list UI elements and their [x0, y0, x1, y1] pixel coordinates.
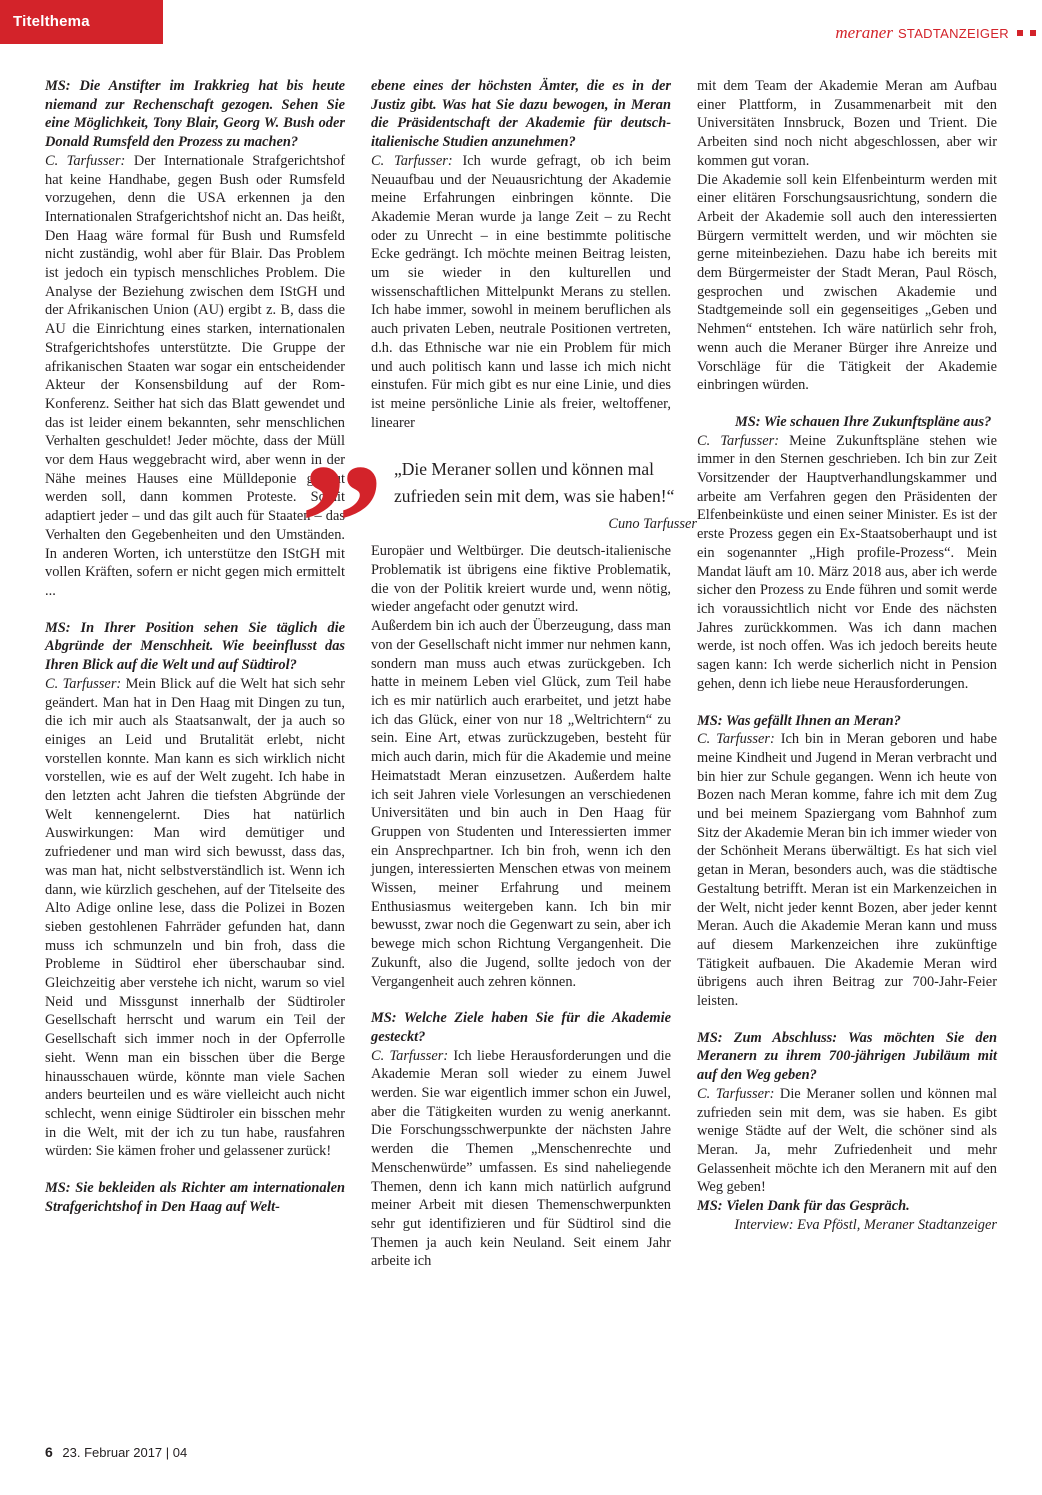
- speaker-label: C. Tarfusser:: [371, 152, 453, 169]
- issue-date: 23. Februar 2017 | 04: [62, 1445, 188, 1460]
- interview-question: MS: Was gefällt Ihnen an Meran?: [697, 712, 901, 729]
- speaker-label: C. Tarfusser:: [697, 432, 779, 449]
- brand-square-icon: [1017, 30, 1023, 36]
- brand-meraner: meraner: [835, 23, 893, 42]
- closing-line: MS: Vielen Dank für das Gespräch.: [697, 1198, 910, 1215]
- article-column-3: [697, 77, 997, 1382]
- interview-answer: [697, 432, 997, 694]
- interview-question: MS: Sie bekleiden als Richter am internationalen Strafgerichtshof in Den Haag auf Welt-: [45, 1180, 345, 1215]
- answer-text: Ich wurde gefragt, ob ich beim Neuaufbau und der Neuausrichtung der Akademie meine Erfahrungen einbringen könnte. Die Akademie Meran wurde ja lange Zeit – zu Recht oder zu Unrecht – in eine bestimmte politische Ecke gedrängt. Ich möchte meinen Beitrag leisten, um sie wieder in den kulturellen und wissenschaftlichen Mittelpunkt Merans zu stellen. Ich habe immer, sowohl in meinem beruflichen als auch privaten Leben, neutrale Positionen vertreten, d.h. das Ethnische war nie ein Problem für mich und auch politisch kann und lasse ich mich nicht einstufen. Für mich gibt es nur eine Linie, und dies ist meine persönliche Linie als freier, weltoffener, linearer: [371, 152, 671, 431]
- article-column-2: [371, 77, 671, 1377]
- interview-question: MS: In Ihrer Position sehen Sie täglich die Abgründe der Menschheit. Wie beeinflusst das Ihren Blick auf die Welt und auf Südtirol?: [45, 619, 345, 674]
- answer-text: Meine Zukunftspläne stehen wie immer in den Sternen geschrieben. Ich bin zur Zeit Vorsitzender der Hauptverhandlungskammer und arbeite am Verfahren gegen den Präsidenten der Elfenbeinküste und einen seiner Minister. Es ist der erste Prozess gegen ein Ex-Staatsoberhaupt und ist ein sogenannter „High profile-Prozess“. Mein Mandat läuft am 10. März 2018 aus, aber ich werde sicher den Prozess zu Ende führen und somit werde ich voraussichtlich nicht vor Ende des nächsten Jahres zurückkommen. Was ich dann machen werde, ist noch offen. Was ich jedoch bereits heute sagen kann: Ich werde sicherlich nicht in Pension gehen, denn ich liebe neue Herausforderungen.: [697, 432, 997, 692]
- pull-quote: „Die Meraner sollen und können mal zufrieden sein mit dem, was sie haben!“: [394, 459, 675, 506]
- interview-signature: Interview: Eva Pföstl, Meraner Stadtanzeiger: [734, 1216, 997, 1233]
- answer-text: Außerdem bin ich auch der Überzeugung, dass man von der Gesellschaft nicht immer nur nehmen kann, sondern man muss auch etwas zurückgeben. Ich hatte in meinem Leben viel Glück, zum Teil habe ich es mir natürlich auch erarbeitet, und jetzt habe ich das Glück, einer von nur 18 „Weltrichtern“ zu sein. Eine Art, etwas zurückzugeben, besteht für mich auch darin, mich für die Akademie und meine Heimatstadt Meran einzusetzen. Außerdem halte ich seit Jahren viele Vorlesungen an verschiedenen Universitäten und bin auch in Den Haag für Gruppen von Studenten und Interessierten immer ein Ansprechpartner. Ich bin froh, wenn ich den jungen, interessierten Menschen etwas von meinem Wissen, meiner Erfahrung und meinem Enthusiasmus weitergeben kann. Ich bin mir bewusst, zwar noch die Gegenwart zu sein, aber ich bewege mich schon Richtung Vergangenheit. Die Zukunft, also die Jugend, sollte jedoch von der Vergangenheit auch zehren können.: [371, 618, 671, 990]
- interview-question: MS: Welche Ziele haben Sie für die Akademie gesteckt?: [371, 1010, 671, 1045]
- answer-text: Die Akademie soll kein Elfenbeinturm werden mit einer elitären Forschungsausrichtung, sondern die Arbeit der Akademie soll auch den interessierten Bürgern vermittelt werden, und wir möchten sie gerne miteinbeziehen. Dazu habe ich bereits mit dem Bürgermeister der Stadt Meran, Paul Rösch, gesprochen und zwischen Akademie und Stadtgemeinde soll ein gegenseitiges „Geben und Nehmen“ entstehen. Ich wäre natürlich sehr froh, wenn auch die Meraner Bürger ihre Anreize und Vorschläge für die Tätigkeit der Akademie einbringen würden.: [697, 171, 997, 394]
- section-tab: [0, 0, 163, 44]
- masthead-brand: [835, 23, 1036, 43]
- article-column-1: [45, 77, 345, 1342]
- interview-answer: [697, 730, 997, 1011]
- interview-answer: [371, 1047, 671, 1271]
- brand-stadtanzeiger: STADTANZEIGER: [897, 25, 1009, 41]
- interview-question: MS: Wie schauen Ihre Zukunftspläne aus?: [735, 413, 992, 430]
- answer-text: Europäer und Weltbürger. Die deutsch-italienische Problematik ist übrigens eine fiktive Problematik, die von der Politik kreiert wurde und, wenn nötig, wieder angefacht oder genutzt wird.: [371, 543, 671, 616]
- interview-question: MS: Die Anstifter im Irakkrieg hat bis heute niemand zur Rechenschaft gezogen. Sehen Sie eine Möglichkeit, Tony Blair, Georg W. Bush oder Donald Rumsfeld den Prozess zu machen?: [45, 78, 345, 151]
- interview-question: ebene eines der höchsten Ämter, die es in der Justiz gibt. Was hat Sie dazu bewogen, in Meran die Präsidentschaft der Akademie für deutsch-italienische Studien anzunehmen?: [371, 78, 671, 151]
- interview-answer: [45, 675, 345, 1161]
- answer-text: mit dem Team der Akademie Meran am Aufbau einer Plattform, in Zusammenarbeit mit den Universitäten Innsbruck, Bozen und Trient. Die Arbeiten sind noch nicht abgeschlossen, aber wir kommen gut voran.: [697, 78, 997, 169]
- answer-text: Der Internationale Strafgerichtshof hat keine Handhabe, gegen Bush oder Rumsfeld vorzugehen, denn die USA erkennen ja den Internationalen Strafgerichtshof nicht an. Das heißt, Den Haag wäre formal für Bush und Rumsfeld nicht zuständig, wohl aber für Blair. Das Problem ist jedoch ein typisch menschliches Problem. Die Analyse der Beziehung zwischen dem IStGH und der Afrikanischen Union (AU) ergibt z. B, dass die AU die Einrichtung eines starken, internationalen Strafgerichtshofes unterstützte. Die Gruppe der afrikanischen Staaten war sogar ein entscheidender Akteur der Konsensbildung auf der Rom-Konferenz. Seither hat sich das Blatt gewendet und das ist leider einem bekannten, sehr menschlichen Verhalten geschuldet! Jeder möchte, dass der Müll vor dem Haus weggebracht wird, aber wenn in der Nähe meines Hauses eine Mülldeponie gebaut werden soll, dann kommen Proteste. Somit adaptiert jeder – und das gilt auch für Staaten – das Verhalten den Gegebenheiten und den Umständen. In anderen Worten, ich unterstütze den IStGH mit vollen Kräften, sofern er nicht gegen mich ermittelt ...: [45, 152, 345, 599]
- page-footer: [45, 1444, 187, 1460]
- brand-square-icon: [1030, 30, 1036, 36]
- quote-mark-icon: ”: [300, 430, 384, 616]
- speaker-label: C. Tarfusser:: [697, 1085, 775, 1102]
- answer-text: Mein Blick auf die Welt hat sich sehr geändert. Man hat in Den Haag mit Dingen zu tun, die ich mir auch als Staatsanwalt, der ja auch so einiges an Leid und Brutalität erlebt, nicht vorstellen konnte. Man kann es sich wirklich nicht vorstellen, wie es auf der Welt zugeht. Ich habe in den letzten acht Jahren die tiefsten Abgründe der Welt kennengelernt. Dies hat natürlich Auswirkungen: Man wird demütiger und zufriedener und man wird sich bewusst, dass das, was man hat, nicht selbstverständlich ist. Wenn ich dann, wie kürzlich geschehen, auf der Titelseite des Alto Adige online lese, dass die Polizei in Bozen sieben gestohlenen Fahrräder gefunden hat, dann muss ich schmunzeln und bin froh, dass die Probleme in Südtirol eher überschaubar sind. Gleichzeitig aber verstehe ich nicht, warum so viel Neid und Missgunst innerhalb der Südtiroler Gesellschaft herrscht und warum ein Teil der Gesellschaft sich immer noch in der Opferrolle sieht. Wenn man ein bisschen über die Berge hinausschauen würde, könnte man viele Sachen anders beurteilen und es wäre vielleicht auch nicht schlecht, wenn einige Südtiroler ein bisschen mehr in die Welt, mit der ich zu tun habe, rausfahren würden: Sie kämen froher und gelassener zurück!: [45, 675, 345, 1160]
- answer-text: Die Meraner sollen und können mal zufrieden sein mit dem, was sie haben. Es gibt wenige Städte auf der Welt, die schöner sind als Meran. Ja, mehr Zufriedenheit und mehr Gelassenheit möchte ich den Meranern mit auf den Weg geben!: [697, 1085, 997, 1196]
- interview-question: MS: Zum Abschluss: Was möchten Sie den Meranern zu ihrem 700-jährigen Jubiläum mit auf den Weg geben?: [697, 1029, 997, 1084]
- section-title: Titelthema: [13, 13, 90, 30]
- answer-text: Ich bin in Meran geboren und habe meine Kindheit und Jugend in Meran verbracht und bin hier zur Schule gegangen. Wenn ich heute von Bozen nach Meran komme, fahre ich mit dem Zug und bei meinem Spaziergang vom Bahnhof zum Sitz der Akademie Meran bin ich immer wieder von der Schönheit Merans überwältigt. Es hat sich viel getan in Meran, besonders auch, was die städtische Gestaltung betrifft. Meran ist ein Markenzeichen in der Welt, nicht jeder kennt Bozen, aber jeder kennt Meran. Auch die Akademie Meran kann und muss auf diesem Markenzeichen ihre zukünftige Tätigkeit aufbauen. Die Akademie Meran wird übrigens auch ihren Beitrag zur 700-Jahr-Feier leisten.: [697, 731, 997, 1010]
- page-number: 6: [45, 1444, 53, 1460]
- answer-text: Ich liebe Herausforderungen und die Akademie Meran soll wieder zu einem Juwel werden. Sie war eigentlich immer schon ein Juwel, aber die Tätigkeiten wurden zu wenig anerkannt. Die Forschungsschwerpunkte der nächsten Jahre werden die Themen „Menschenrechte und Menschenwürde” umfassen. Es sind naheliegende Themen, denn ich kann mich natürlich aufgrund meiner Arbeit mit diesen Themenschwerpunkten sehr gut identifizieren und für Südtirol sind die Themen ja auch kein Neuland. Seit einem Jahr arbeite ich: [371, 1047, 671, 1270]
- speaker-label: C. Tarfusser:: [45, 152, 126, 169]
- speaker-label: C. Tarfusser:: [371, 1047, 449, 1064]
- interview-answer: [371, 152, 671, 433]
- interview-answer: [697, 1085, 997, 1197]
- speaker-label: C. Tarfusser:: [697, 731, 775, 748]
- pull-quote-author: Cuno Tarfusser: [608, 516, 697, 532]
- speaker-label: C. Tarfusser:: [45, 675, 122, 692]
